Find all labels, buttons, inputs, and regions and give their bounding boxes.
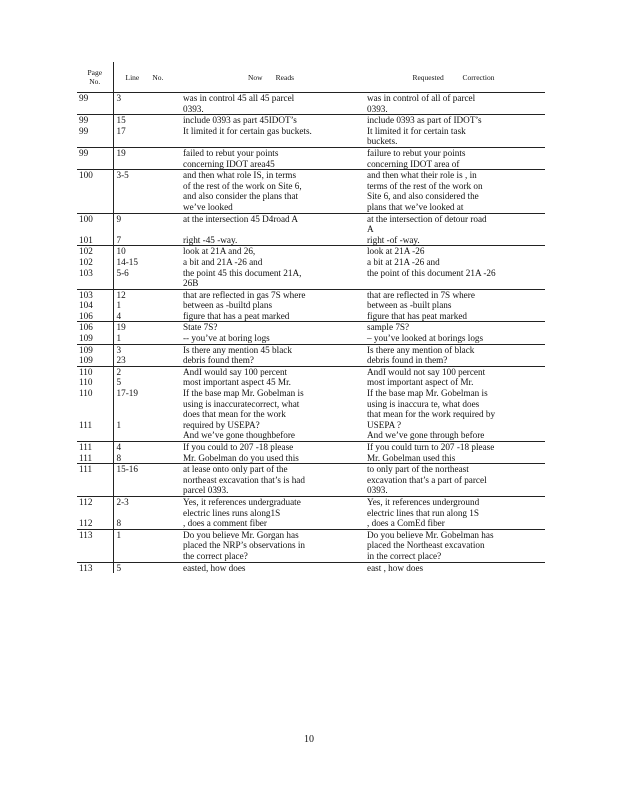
cell-now-reads: at the intersection 45 D4road A right -45 -way. <box>180 213 362 246</box>
errata-row <box>77 170 545 213</box>
cell-line-no: 9 7 <box>113 213 180 246</box>
cell-page-no: 106 109 <box>77 322 113 344</box>
cell-page-no: 111 111 <box>77 442 113 464</box>
cell-requested-correction: Do you believe Mr. Gobelman has placed the Northeast excavation in the correct place? <box>362 529 545 562</box>
cell-now-reads: Do you believe Mr. Gorgan has placed the NRP’s observations in the correct place? <box>180 529 362 562</box>
cell-page-no: 111 <box>77 464 113 497</box>
errata-row <box>77 344 545 366</box>
cell-requested-correction: failure to rebut your points concerning IDOT area of <box>362 147 545 169</box>
cell-page-no: 99 <box>77 147 113 169</box>
cell-now-reads: at lease onto only part of the northeast excavation that’s is had parcel 0393. <box>180 464 362 497</box>
cell-page-no: 113 <box>77 529 113 562</box>
header-now-reads: Now Reads <box>247 72 295 82</box>
cell-line-no: 19 <box>113 147 180 169</box>
cell-now-reads: that are reflected in gas 7S where between as -builtd plans figure that has a peat marked <box>180 289 362 322</box>
errata-row <box>77 322 545 344</box>
errata-row <box>77 213 545 246</box>
cell-line-no: 3 <box>113 93 180 115</box>
errata-row <box>77 366 545 441</box>
cell-page-no: 99 99 <box>77 115 113 148</box>
header-page-no: Page No. <box>87 68 103 86</box>
errata-row <box>77 496 545 529</box>
errata-row <box>77 147 545 169</box>
cell-line-no: 3 23 <box>113 344 180 366</box>
cell-line-no: 2 5 17-19 1 <box>113 366 180 441</box>
cell-requested-correction: and then what their role is , in terms of the rest of the work on Site 6, and also considered the plans that we’ve looked at <box>362 170 545 213</box>
cell-requested-correction: look at 21A -26 a bit at 21A -26 and the point of this document 21A -26 <box>362 246 545 289</box>
errata-header-row <box>77 62 545 93</box>
cell-page-no: 100 <box>77 170 113 213</box>
cell-requested-correction: Yes, it references underground electric lines that run along 1S , does a ComEd fiber <box>362 496 545 529</box>
page-number: 10 <box>304 734 314 745</box>
errata-row <box>77 464 545 497</box>
cell-line-no: 5 <box>113 562 180 573</box>
errata-row <box>77 289 545 322</box>
cell-line-no: 19 1 <box>113 322 180 344</box>
cell-line-no: 1 <box>113 529 180 562</box>
cell-now-reads: Is there any mention 45 black debris found them? <box>180 344 362 366</box>
cell-requested-correction: was in control of all of parcel 0393. <box>362 93 545 115</box>
cell-requested-correction: sample 7S? – you’ve looked at borings logs <box>362 322 545 344</box>
cell-now-reads: and then what role IS, in terms of the rest of the work on Site 6, and also consider the plans that we’ve looked <box>180 170 362 213</box>
cell-now-reads: failed to rebut your points concerning IDOT area45 <box>180 147 362 169</box>
cell-line-no: 3-5 <box>113 170 180 213</box>
cell-line-no: 15-16 <box>113 464 180 497</box>
cell-requested-correction: east , how does <box>362 562 545 573</box>
errata-row <box>77 562 545 573</box>
cell-page-no: 113 <box>77 562 113 573</box>
errata-row <box>77 246 545 289</box>
cell-requested-correction: to only part of the northeast excavation that’s a part of parcel 0393. <box>362 464 545 497</box>
cell-page-no: 110 110 110 111 <box>77 366 113 441</box>
cell-requested-correction: Is there any mention of black debris found in them? <box>362 344 545 366</box>
errata-body <box>77 93 545 574</box>
cell-now-reads: was in control 45 all 45 parcel 0393. <box>180 93 362 115</box>
cell-requested-correction: If you could turn to 207 -18 please Mr. Gobelman used this <box>362 442 545 464</box>
cell-requested-correction: AndI would not say 100 percent most important aspect of Mr. If the base map Mr. Gobelman is using is inaccura te, what does that mean for the work required by USEPA ? And we’ve gone through before <box>362 366 545 441</box>
header-requested-correction: Requested Correction <box>412 72 495 82</box>
cell-line-no: 12 1 4 <box>113 289 180 322</box>
cell-line-no: 10 14-15 5-6 <box>113 246 180 289</box>
errata-table <box>77 62 545 573</box>
errata-row <box>77 442 545 464</box>
cell-requested-correction: at the intersection of detour road A right -of -way. <box>362 213 545 246</box>
cell-page-no: 99 <box>77 93 113 115</box>
cell-page-no: 109 109 <box>77 344 113 366</box>
cell-line-no: 15 17 <box>113 115 180 148</box>
cell-now-reads: look at 21A and 26, a bit and 21A -26 and the point 45 this document 21A, 26B <box>180 246 362 289</box>
cell-now-reads: State 7S? -- you’ve at boring logs <box>180 322 362 344</box>
cell-line-no: 4 8 <box>113 442 180 464</box>
errata-row <box>77 529 545 562</box>
cell-now-reads: Yes, it references undergraduate electric lines runs along1S , does a comment fiber <box>180 496 362 529</box>
cell-page-no: 112 112 <box>77 496 113 529</box>
cell-page-no: 100 101 <box>77 213 113 246</box>
cell-requested-correction: include 0393 as part of IDOT’s It limited it for certain task buckets. <box>362 115 545 148</box>
cell-now-reads: easted, how does <box>180 562 362 573</box>
errata-row <box>77 115 545 148</box>
cell-now-reads: AndI would say 100 percent most important aspect 45 Mr. If the base map Mr. Gobelman is using is inaccuratecorrect, what does that mean for the work required by USEPA? And we’ve gone thoughbefore <box>180 366 362 441</box>
errata-row <box>77 93 545 115</box>
cell-requested-correction: that are reflected in 7S where between as -built plans figure that has peat marked <box>362 289 545 322</box>
cell-now-reads: include 0393 as part 45IDOT’s It limited it for certain gas buckets. <box>180 115 362 148</box>
cell-page-no: 103 104 106 <box>77 289 113 322</box>
cell-line-no: 2-3 8 <box>113 496 180 529</box>
cell-now-reads: If you could to 207 -18 please Mr. Gobelman do you used this <box>180 442 362 464</box>
cell-page-no: 102 102 103 <box>77 246 113 289</box>
header-line-no: Line No. <box>113 62 180 93</box>
